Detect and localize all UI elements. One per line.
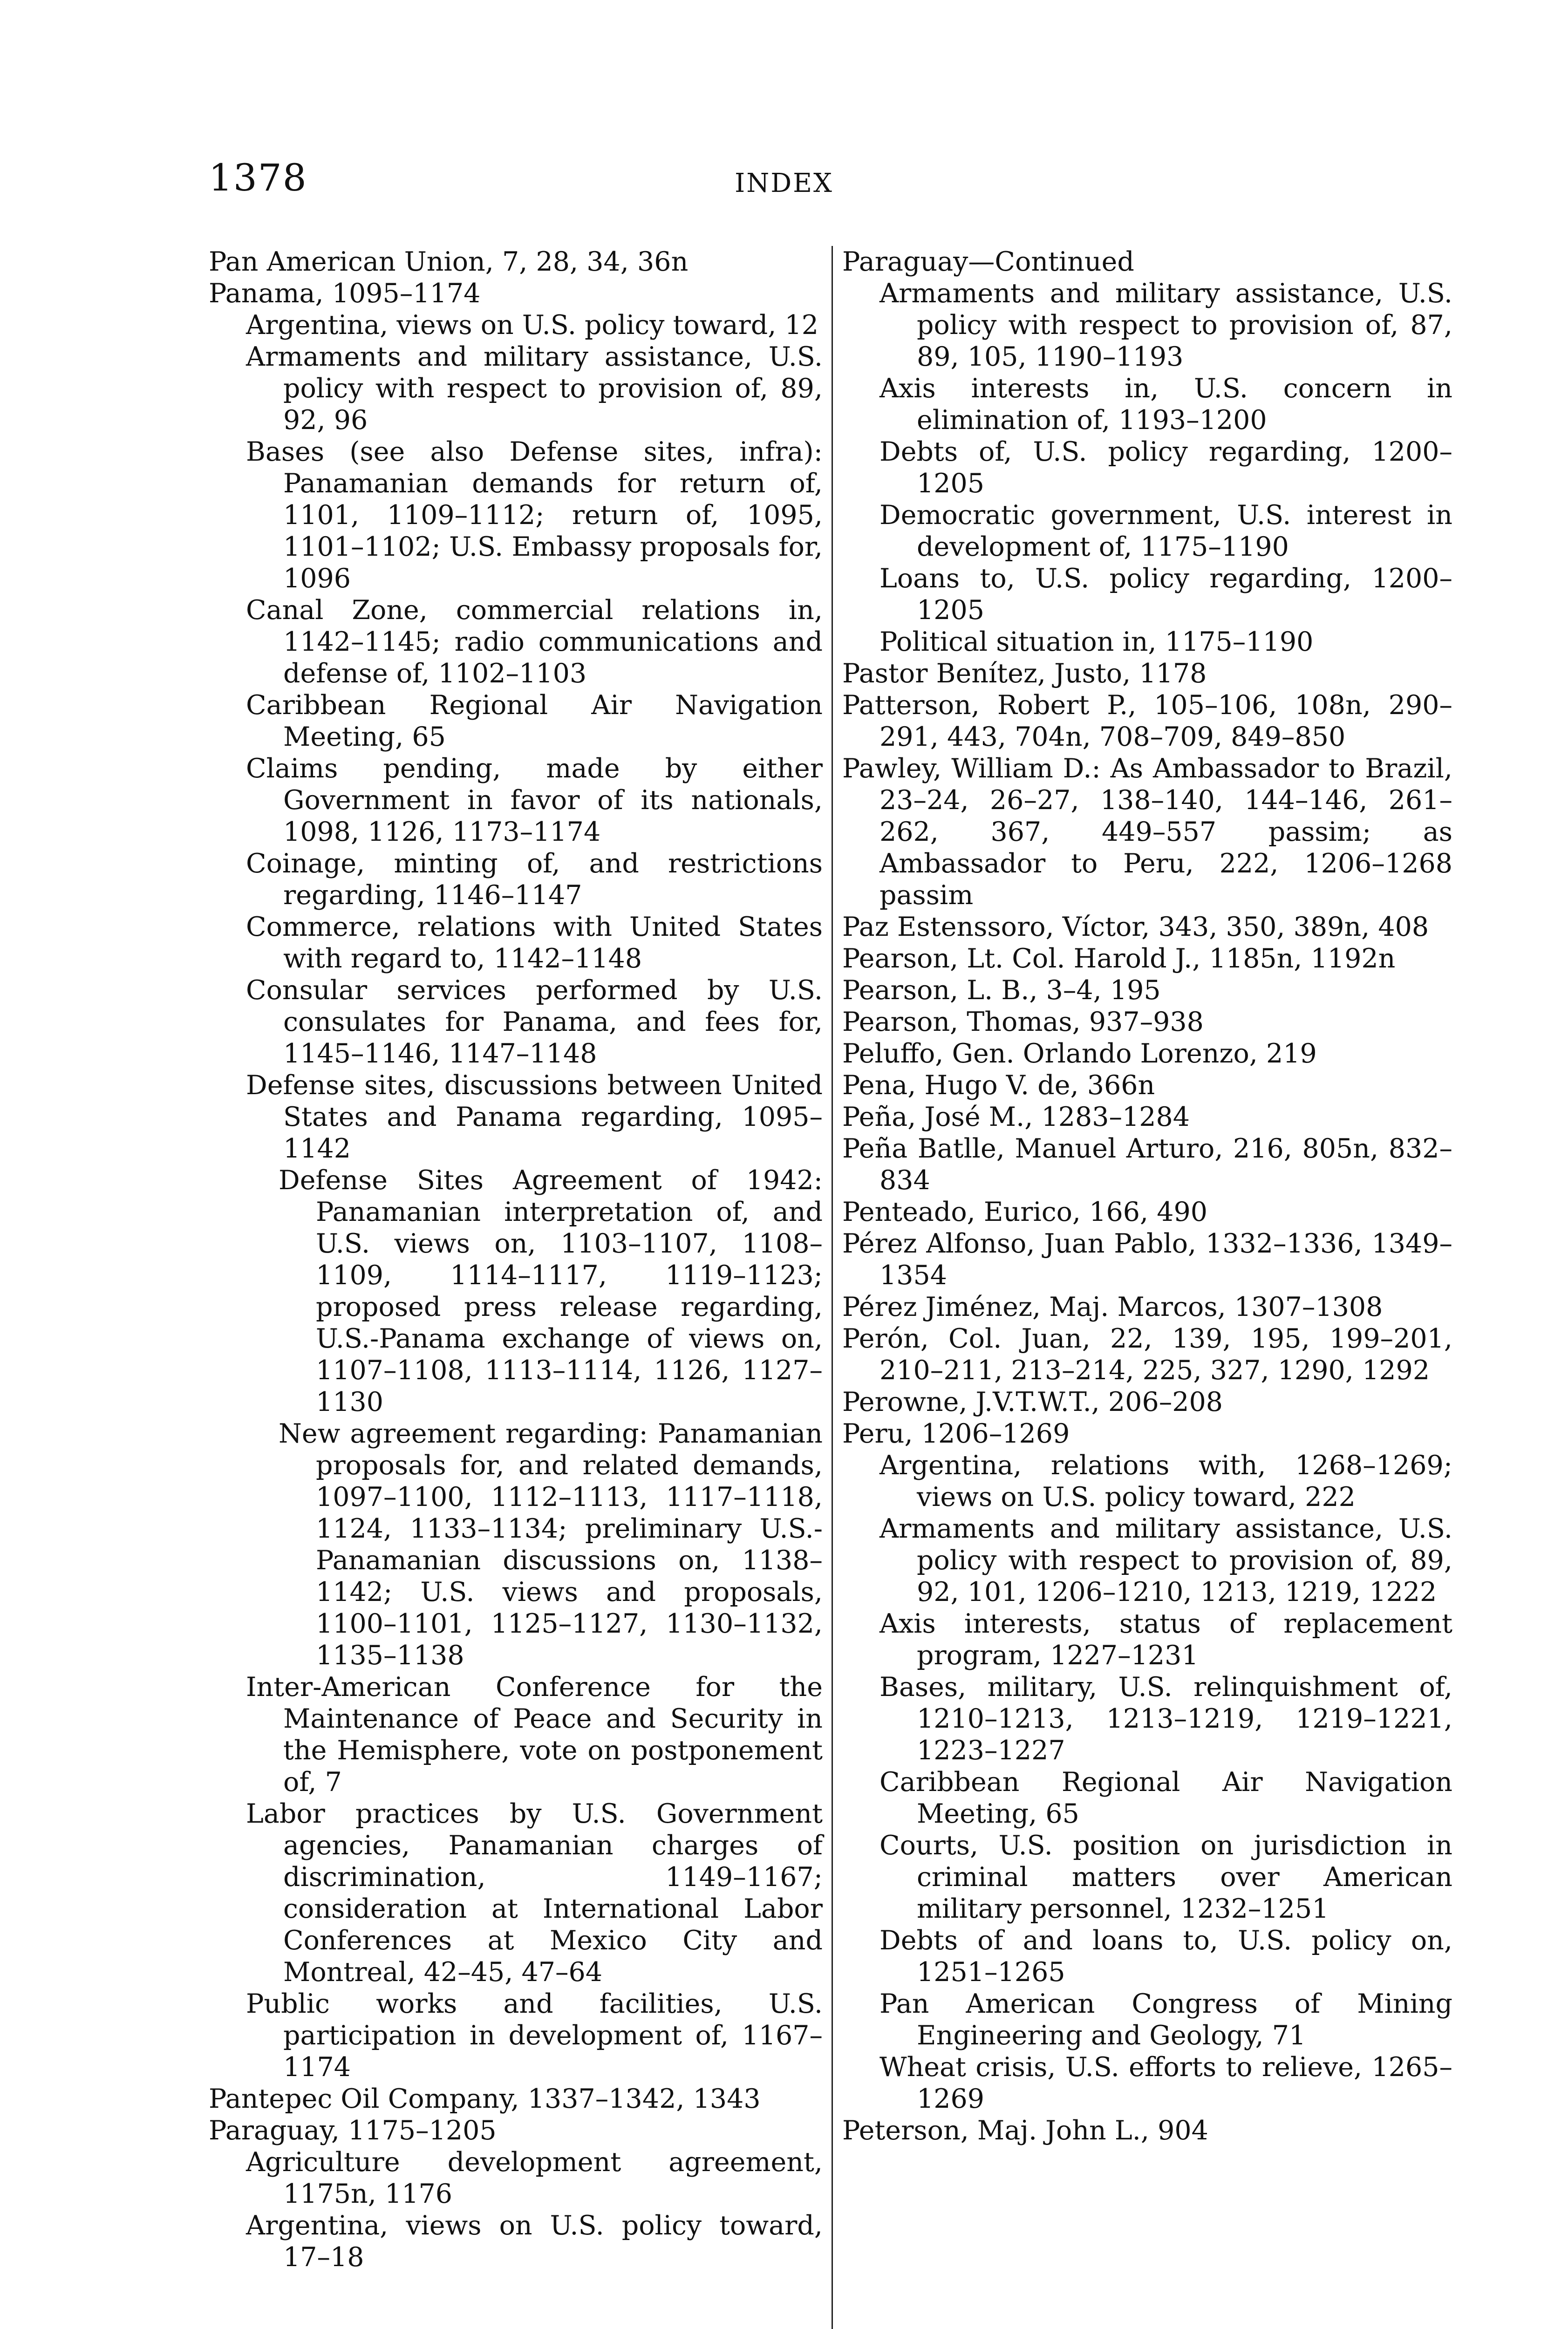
index-subentry: Coinage, minting of, and restrictions regarding, 1146–1147 [246, 848, 823, 911]
index-subentry: Democratic government, U.S. interest in development of, 1175–1190 [879, 500, 1452, 562]
index-entry: Pérez Alfonso, Juan Pablo, 1332–1336, 1349–1354 [842, 1228, 1452, 1291]
index-entry: Peterson, Maj. John L., 904 [842, 2115, 1208, 2146]
index-subentry: Pan American Congress of Mining Engineering and Geology, 71 [879, 1989, 1452, 2051]
index-subentry: Defense Sites Agreement of 1942: Panamanian interpretation of, and U.S. views on, 1103–1107, 1108–1109, 1114–1117, 1119–1123; proposed press release regarding, U.S.-Panama exchange of views on, 1107–1108, 1113–1114, 1126, 1127–1130 [279, 1165, 823, 1417]
index-subentry: Caribbean Regional Air Navigation Meeting, 65 [879, 1767, 1452, 1829]
index-subentry: Argentina, views on U.S. policy toward, 12 [246, 310, 819, 340]
index-entry: Perowne, J.V.T.W.T., 206–208 [842, 1387, 1223, 1417]
index-subentry: Debts of, U.S. policy regarding, 1200–1205 [879, 436, 1452, 499]
index-subentry: Public works and facilities, U.S. participation in development of, 1167–1174 [246, 1989, 823, 2083]
index-entry: Pan American Union, 7, 28, 34, 36n [209, 246, 689, 277]
running-head: INDEX [735, 168, 833, 198]
index-subentry: Argentina, relations with, 1268–1269; views on U.S. policy toward, 222 [879, 1450, 1452, 1512]
index-entry: Pastor Benítez, Justo, 1178 [842, 658, 1207, 689]
index-subentry: Armaments and military assistance, U.S. policy with respect to provision of, 89, 92, 101, 1206–1210, 1213, 1219, 1222 [879, 1513, 1452, 1607]
index-subentry: Bases (see also Defense sites, infra): Panamanian demands for return of, 1101, 1109–1112; return of, 1095, 1101–1102; U.S. Embassy proposals for, 1096 [246, 436, 823, 594]
index-entry: Pearson, Thomas, 937–938 [842, 1007, 1204, 1037]
index-entry: Pena, Hugo V. de, 366n [842, 1070, 1155, 1101]
index-entry: Paraguay—Continued [842, 246, 1134, 277]
index-entry: Pantepec Oil Company, 1337–1342, 1343 [209, 2084, 761, 2114]
index-subentry: Inter-American Conference for the Maintenance of Peace and Security in the Hemisphere, vote on postponement of, 7 [246, 1672, 823, 1798]
index-subentry: Courts, U.S. position on jurisdiction in criminal matters over American military personnel, 1232–1251 [879, 1830, 1452, 1924]
index-subentry: Consular services performed by U.S. consulates for Panama, and fees for, 1145–1146, 1147–1148 [246, 975, 823, 1069]
index-subentry: Axis interests in, U.S. concern in elimination of, 1193–1200 [879, 373, 1452, 436]
index-subentry: Argentina, views on U.S. policy toward, 17–18 [246, 2210, 823, 2273]
index-entry: Penteado, Eurico, 166, 490 [842, 1197, 1208, 1227]
column-divider [832, 246, 833, 2329]
index-subentry: Debts of and loans to, U.S. policy on, 1251–1265 [879, 1925, 1452, 1988]
index-subentry: Caribbean Regional Air Navigation Meeting, 65 [246, 690, 823, 752]
index-subentry: Wheat crisis, U.S. efforts to relieve, 1265–1269 [879, 2052, 1452, 2114]
index-entry: Pérez Jiménez, Maj. Marcos, 1307–1308 [842, 1292, 1383, 1322]
index-entry: Pearson, Lt. Col. Harold J., 1185n, 1192n [842, 943, 1396, 974]
index-entry: Peru, 1206–1269 [842, 1418, 1070, 1449]
index-entry: Paraguay, 1175–1205 [209, 2115, 497, 2146]
index-subentry: Armaments and military assistance, U.S. policy with respect to provision of, 87, 89, 105, 1190–1193 [879, 278, 1452, 372]
index-subentry: Political situation in, 1175–1190 [879, 627, 1314, 657]
index-column-left [209, 246, 823, 2273]
index-subentry: New agreement regarding: Panamanian proposals for, and related demands, 1097–1100, 1112–1113, 1117–1118, 1124, 1133–1134; preliminary U.S.-Panamanian discussions on, 1138–1142; U.S. views and proposals, 1100–1101, 1125–1127, 1130–1132, 1135–1138 [279, 1418, 823, 1671]
index-entry: Peluffo, Gen. Orlando Lorenzo, 219 [842, 1038, 1317, 1069]
index-subentry: Bases, military, U.S. relinquishment of, 1210–1213, 1213–1219, 1219–1221, 1223–1227 [879, 1672, 1452, 1766]
index-entry: Panama, 1095–1174 [209, 278, 481, 309]
index-subentry: Agriculture development agreement, 1175n, 1176 [246, 2147, 823, 2209]
index-column-right [842, 246, 1452, 2146]
index-entry: Pawley, William D.: As Ambassador to Brazil, 23–24, 26–27, 138–140, 144–146, 261–262, 367, 449–557 passim; as Ambassador to Peru, 222, 1206–1268 passim [842, 753, 1452, 911]
index-subentry: Commerce, relations with United States with regard to, 1142–1148 [246, 912, 823, 974]
index-entry: Patterson, Robert P., 105–106, 108n, 290–291, 443, 704n, 708–709, 849–850 [842, 690, 1452, 752]
index-subentry: Axis interests, status of replacement program, 1227–1231 [879, 1608, 1452, 1671]
index-subentry: Labor practices by U.S. Government agencies, Panamanian charges of discrimination, 1149–1167; consideration at International Labor Conferences at Mexico City and Montreal, 42–45, 47–64 [246, 1798, 823, 1988]
index-subentry: Armaments and military assistance, U.S. policy with respect to provision of, 89, 92, 96 [246, 341, 823, 436]
index-entry: Peña Batlle, Manuel Arturo, 216, 805n, 832–834 [842, 1133, 1452, 1196]
index-subentry: Loans to, U.S. policy regarding, 1200–1205 [879, 563, 1452, 626]
index-subentry: Canal Zone, commercial relations in, 1142–1145; radio communications and defense of, 1102–1103 [246, 595, 823, 689]
index-subentry: Claims pending, made by either Government in favor of its nationals, 1098, 1126, 1173–1174 [246, 753, 823, 847]
index-subentry: Defense sites, discussions between United States and Panama regarding, 1095–1142 [246, 1070, 823, 1164]
index-entry: Peña, José M., 1283–1284 [842, 1102, 1190, 1132]
page-number: 1378 [209, 156, 307, 199]
index-entry: Pearson, L. B., 3–4, 195 [842, 975, 1161, 1006]
index-entry: Perón, Col. Juan, 22, 139, 195, 199–201, 210–211, 213–214, 225, 327, 1290, 1292 [842, 1323, 1452, 1386]
index-entry: Paz Estenssoro, Víctor, 343, 350, 389n, 408 [842, 912, 1429, 942]
